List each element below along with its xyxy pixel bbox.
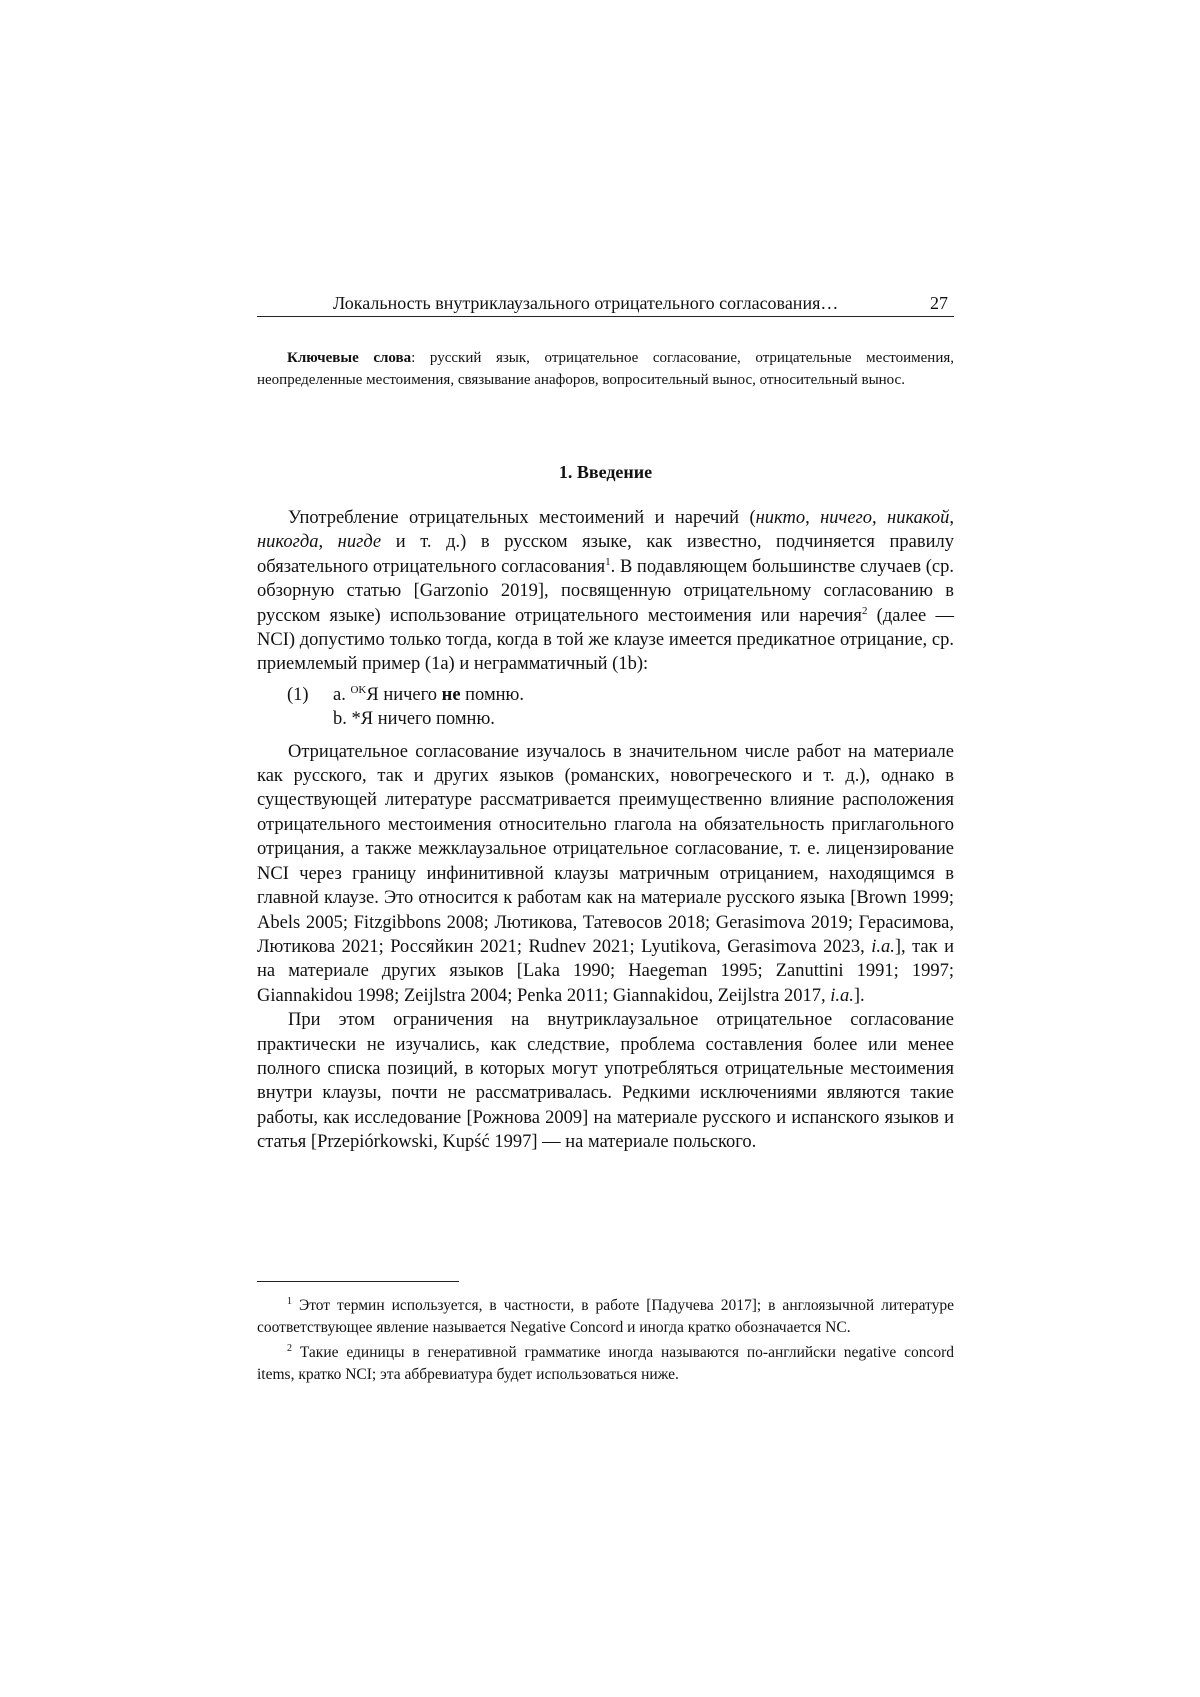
running-header	[257, 286, 954, 317]
example-number: (1)	[287, 684, 309, 705]
example-b: b. *Я ничего помню.	[333, 709, 495, 730]
paragraph-2	[257, 740, 954, 1008]
text-run: ].	[853, 985, 865, 1006]
italic-term: i.a.	[830, 985, 854, 1006]
text-run: ], так и на материале других языков [Laka 1990; Haegeman 1995; Zanuttini 1991; 1997; Giannakidou 1998; Zeijlstra 2004; Penka 2011; Giannakidou, Zeijlstra 2017,	[257, 936, 954, 1006]
paragraph-1	[257, 506, 954, 677]
italic-term: никакой	[887, 508, 950, 528]
italic-term: нигде	[337, 532, 382, 553]
footnote-2	[257, 1342, 954, 1385]
footnote-text: Такие единицы в генеративной грамматике иногда называются по-английски negative concord items, кратко NCI; эта аббревиатура будет использоваться ниже.	[257, 1344, 954, 1383]
running-title: Локальность внутриклаузального отрицательного согласования…	[333, 293, 839, 313]
text-run: ,	[318, 532, 338, 553]
keywords-label: Ключевые слова	[287, 350, 412, 366]
text-run: (далее — NCI) допустимо только тогда, когда в той же клаузе имеется предикатное отрицание, ср. приемлемый пример (1a) и неграмматичный (1b):	[257, 605, 954, 675]
text-run: . В подавляющем большинстве случаев (ср. обзорную статью [Garzonio 2019], посвященную отрицательному согласованию в русском языке) использование отрицательного местоимения или наречия	[257, 556, 955, 626]
text-run: ,	[872, 508, 888, 528]
example-number-spacer	[287, 707, 333, 731]
italic-term: i.a.	[871, 936, 895, 957]
section-heading: 1. Введение	[558, 462, 653, 482]
text-run: Я ничего	[366, 684, 442, 705]
text-run: Употребление отрицательных местоимений и наречий (	[288, 508, 756, 528]
text-run: и т. д.) в русском языке, как известно, подчиняется правилу обязательного отрицательного согласования	[257, 532, 954, 577]
footnote-ref-1[interactable]: 1	[605, 555, 611, 568]
acceptability-mark: OK	[350, 683, 367, 696]
example-row-b	[257, 707, 954, 731]
example-1	[257, 683, 954, 732]
footnote-ref-2[interactable]: 2	[861, 604, 868, 617]
footnote-1	[257, 1295, 954, 1338]
example-a	[333, 683, 524, 707]
example-row-a	[257, 683, 954, 707]
body-text	[257, 506, 954, 1155]
text-run: Отрицательное согласование изучалось в значительном числе работ на материале как русского, так и других языков (романских, новогреческого и т. д.), однако в существующей литературе рассматривается преимущественно влияние расположения отрицательного местоимения относительно глагола на обязательность приглагольного отрицания, а также межклаузальное отрицательное согласование, т. е. лицензирование NCI через границу инфинитивной клаузы матричным отрицанием, находящимся в главной клаузе. Это относится к работам как на материале русского языка [Brown 1999; Abels 2005; Fitzgibbons 2008; Лютикова, Татевосов 2018; Gerasimova 2019; Герасимова, Лютикова 2021; Россяйкин 2021; Rudnev 2021; Lyutikova, Gerasimova 2023,	[257, 741, 954, 957]
paragraph-3: При этом ограничения на внутриклаузальное отрицательное согласование практически не изучались, как следствие, проблема составления более или менее полного списка позиций, в которых могут употребляться отрицательные местоимения внутри клаузы, почти не рассматривалась. Редкими исключениями являются такие работы, как исследование [Рожнова 2009] на материале русского и испанского языков и статья [Przepiórkowski, Kupść 1997] — на материале польского.	[257, 1010, 954, 1153]
italic-term: никогда	[257, 532, 319, 553]
footnote-number: 1	[287, 1295, 292, 1307]
text-run: помню.	[460, 684, 525, 705]
negation-bold: не	[441, 684, 461, 705]
text-run: ,	[805, 508, 821, 528]
italic-term: ничего	[820, 508, 873, 528]
keywords-text: : русский язык, отрицательное согласование, отрицательные местоимения, неопределенные местоимения, связывание анафоров, вопросительный вынос, относительный вынос.	[257, 350, 955, 388]
footnote-number: 2	[287, 1342, 292, 1354]
footnotes	[257, 1295, 954, 1389]
footnote-separator	[257, 1281, 459, 1282]
italic-term: никто	[755, 508, 806, 528]
example-letter: a.	[333, 684, 351, 705]
page-number: 27	[930, 293, 948, 313]
footnote-text: Этот термин используется, в частности, в работе [Падучева 2017]; в англоязычной литературе соответствующее явление называется Negative Concord и иногда кратко обозначается NC.	[257, 1297, 954, 1336]
keywords-block	[257, 348, 954, 391]
text-run: ,	[949, 508, 954, 528]
